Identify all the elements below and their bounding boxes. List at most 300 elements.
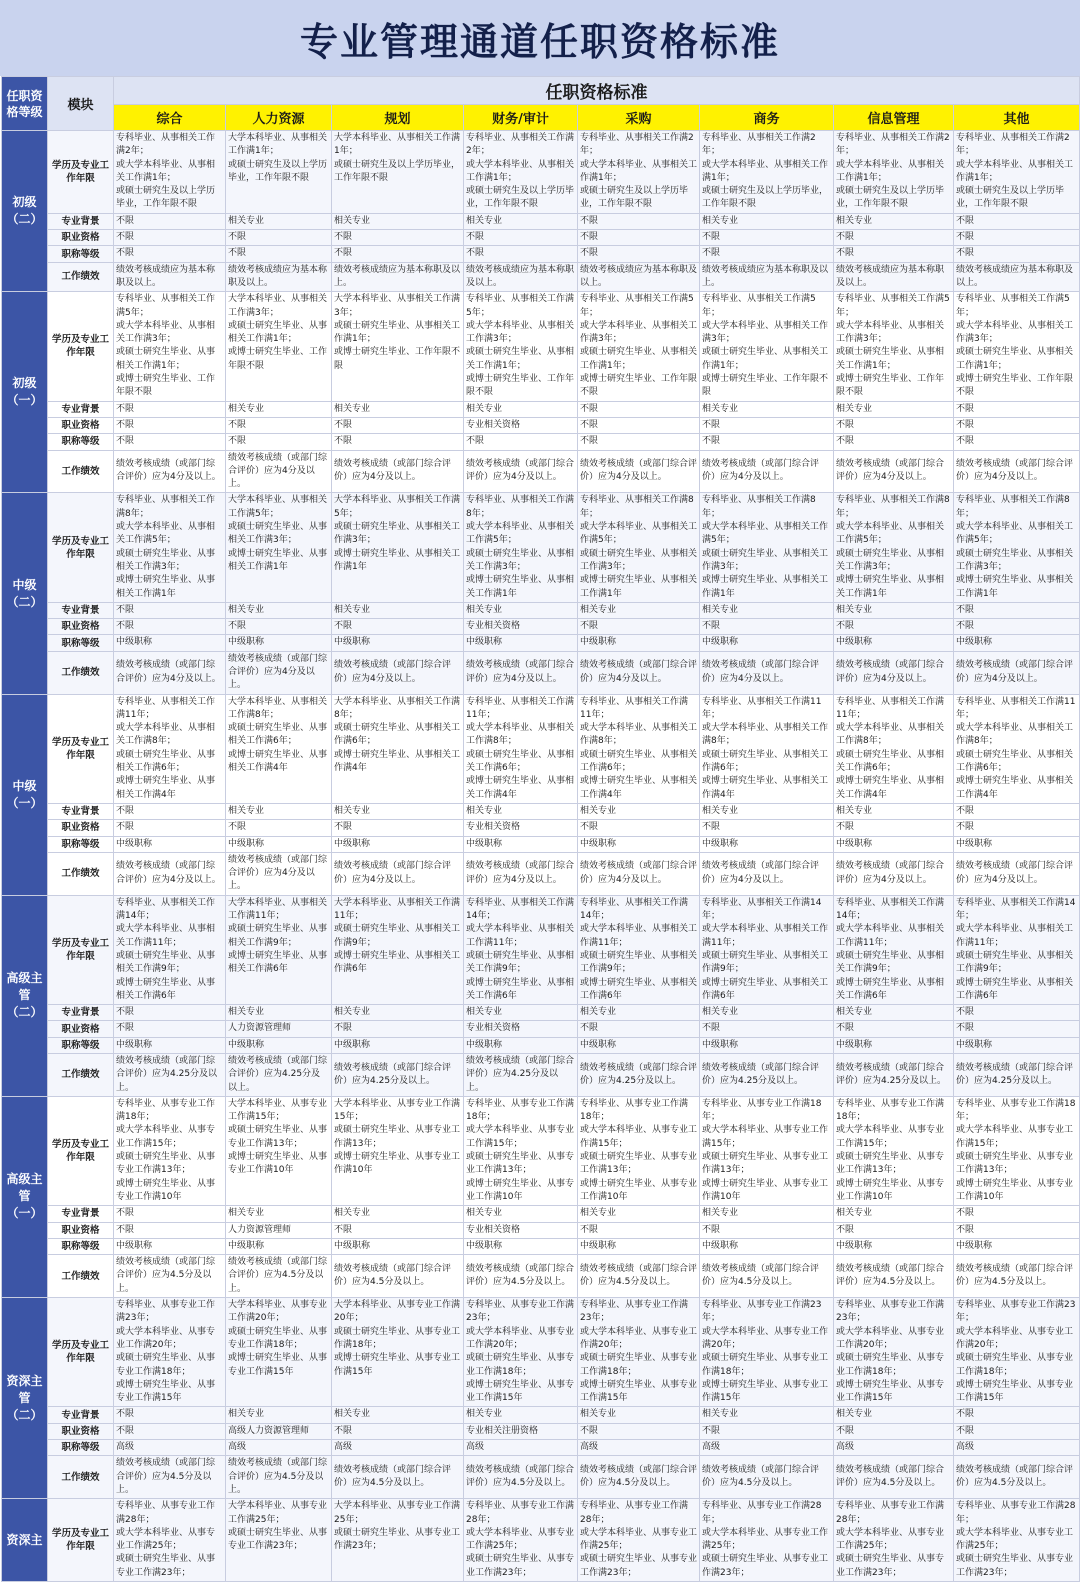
criteria-cell: 不限 [578, 417, 700, 433]
criteria-cell: 绩效考核成绩（或部门综合评价）应为4分及以上。 [464, 852, 578, 895]
criteria-cell: 相关专业 [332, 1005, 464, 1021]
criteria-cell: 相关专业 [578, 1005, 700, 1021]
criteria-cell: 不限 [954, 1005, 1080, 1021]
criteria-cell: 中级职称 [226, 836, 332, 852]
criteria-row [2, 1298, 1080, 1407]
criteria-cell: 中级职称 [834, 836, 954, 852]
criteria-cell: 绩效考核成绩（或部门综合评价）应为4分及以上。 [834, 852, 954, 895]
column-header: 财务/审计 [464, 105, 578, 131]
criteria-cell: 绩效考核成绩（或部门综合评价）应为4.5分及以上。 [332, 1255, 464, 1298]
criteria-cell: 专科毕业、从事相关工作满11年； 或大学本科毕业、从事相关工作满8年； 或硕士研究生毕业、从事相关工作满6年； 或博士研究生毕业、从事相关工作满4年 [700, 694, 834, 803]
criteria-cell: 不限 [332, 1021, 464, 1037]
criteria-cell: 不限 [700, 820, 834, 836]
criteria-cell: 绩效考核成绩（或部门综合评价）应为4.25分及以上。 [464, 1054, 578, 1097]
criteria-row [2, 450, 1080, 493]
module-label: 工作绩效 [48, 450, 114, 493]
criteria-cell: 高级 [226, 1440, 332, 1456]
grade-group [2, 895, 1080, 1096]
criteria-cell: 专业相关资格 [464, 1021, 578, 1037]
module-label: 专业背景 [48, 1005, 114, 1021]
criteria-cell: 相关专业 [226, 602, 332, 618]
criteria-row [2, 401, 1080, 417]
column-header: 采购 [578, 105, 700, 131]
criteria-cell: 专科毕业、从事专业工作满18年； 或大学本科毕业、从事专业工作满15年； 或硕士研究生毕业、从事专业工作满13年； 或博士研究生毕业、从事专业工作满10年 [464, 1096, 578, 1205]
grade-group [2, 694, 1080, 895]
criteria-cell: 专科毕业、从事相关工作满8年； 或大学本科毕业、从事相关工作满5年； 或硕士研究生毕业、从事相关工作满3年； 或博士研究生毕业、从事相关工作满1年 [464, 493, 578, 602]
criteria-cell: 不限 [332, 820, 464, 836]
criteria-cell: 专科毕业、从事专业工作满28年； 或大学本科毕业、从事专业工作满25年； 或硕士研究生毕业、从事专业工作满23年； [578, 1499, 700, 1582]
grade-level-cell: 初级 （二） [2, 131, 48, 292]
criteria-cell: 不限 [226, 820, 332, 836]
criteria-cell: 相关专业 [332, 213, 464, 229]
criteria-cell: 专科毕业、从事相关工作满2年； 或大学本科毕业、从事相关工作满1年； 或硕士研究生及以上学历毕业，工作年限不限 [114, 131, 226, 214]
criteria-cell: 不限 [578, 213, 700, 229]
criteria-cell: 中级职称 [226, 1037, 332, 1053]
criteria-cell: 不限 [464, 230, 578, 246]
criteria-cell: 不限 [332, 246, 464, 262]
criteria-cell: 不限 [834, 434, 954, 450]
module-label: 学历及专业工 作年限 [48, 1096, 114, 1205]
criteria-cell: 绩效考核成绩（或部门综合评价）应为4分及以上。 [954, 651, 1080, 694]
criteria-cell: 绩效考核成绩（或部门综合评价）应为4分及以上。 [332, 852, 464, 895]
criteria-cell: 不限 [114, 230, 226, 246]
criteria-cell: 相关专业 [834, 1005, 954, 1021]
criteria-row [2, 1423, 1080, 1439]
column-header: 商务 [700, 105, 834, 131]
grade-level-cell: 初级 （一） [2, 292, 48, 493]
grade-header: 任职资 格等级 [2, 77, 48, 131]
criteria-row [2, 820, 1080, 836]
criteria-cell: 绩效考核成绩（或部门综合评价）应为4.5分及以上。 [834, 1255, 954, 1298]
criteria-cell: 中级职称 [114, 635, 226, 651]
criteria-cell: 专业相关资格 [464, 619, 578, 635]
criteria-cell: 中级职称 [954, 1037, 1080, 1053]
criteria-cell: 绩效考核成绩（或部门综合评价）应为4分及以上。 [226, 450, 332, 493]
criteria-cell: 专科毕业、从事专业工作满23年； 或大学本科毕业、从事专业工作满20年； 或硕士研究生毕业、从事专业工作满18年； 或博士研究生毕业、从事专业工作满15年 [578, 1298, 700, 1407]
criteria-cell: 绩效考核成绩（或部门综合评价）应为4.25分及以上。 [226, 1054, 332, 1097]
criteria-row [2, 651, 1080, 694]
criteria-cell: 绩效考核成绩应为基本称职及以上。 [464, 262, 578, 292]
criteria-row [2, 213, 1080, 229]
criteria-row [2, 292, 1080, 401]
criteria-cell: 专科毕业、从事相关工作满11年； 或大学本科毕业、从事相关工作满8年； 或硕士研究生毕业、从事相关工作满6年； 或博士研究生毕业、从事相关工作满4年 [114, 694, 226, 803]
module-label: 学历及专业工 作年限 [48, 1499, 114, 1582]
criteria-cell: 中级职称 [954, 836, 1080, 852]
criteria-cell: 专科毕业、从事相关工作满2年； 或大学本科毕业、从事相关工作满1年； 或硕士研究生及以上学历毕业，工作年限不限 [700, 131, 834, 214]
criteria-cell: 高级 [834, 1440, 954, 1456]
column-header: 规划 [332, 105, 464, 131]
criteria-cell: 高级 [954, 1440, 1080, 1456]
criteria-row [2, 417, 1080, 433]
criteria-cell: 不限 [954, 602, 1080, 618]
criteria-cell: 不限 [834, 1021, 954, 1037]
standards-header: 任职资格标准 [114, 77, 1080, 105]
criteria-row [2, 1407, 1080, 1423]
criteria-cell: 不限 [226, 619, 332, 635]
module-label: 职业资格 [48, 1423, 114, 1439]
criteria-cell: 中级职称 [332, 1238, 464, 1254]
criteria-cell: 不限 [226, 230, 332, 246]
criteria-cell: 绩效考核成绩（或部门综合评价）应为4.5分及以上。 [226, 1255, 332, 1298]
criteria-cell: 大学本科毕业、从事相关工作满1年； 或硕士研究生及以上学历毕业，工作年限不限 [226, 131, 332, 214]
criteria-cell: 相关专业 [578, 1206, 700, 1222]
criteria-cell: 不限 [114, 401, 226, 417]
criteria-cell: 相关专业 [226, 401, 332, 417]
criteria-cell: 专科毕业、从事相关工作满14年； 或大学本科毕业、从事相关工作满11年； 或硕士研究生毕业、从事相关工作满9年； 或博士研究生毕业、从事相关工作满6年 [114, 895, 226, 1004]
criteria-cell: 绩效考核成绩（或部门综合评价）应为4分及以上。 [114, 852, 226, 895]
criteria-cell: 大学本科毕业、从事相关工作满8年； 或硕士研究生毕业、从事相关工作满6年； 或博士研究生毕业、从事相关工作满4年 [332, 694, 464, 803]
criteria-cell: 中级职称 [578, 1037, 700, 1053]
criteria-cell: 相关专业 [464, 401, 578, 417]
criteria-cell: 专科毕业、从事相关工作满2年； 或大学本科毕业、从事相关工作满1年； 或硕士研究生及以上学历毕业，工作年限不限 [954, 131, 1080, 214]
criteria-cell: 大学本科毕业、从事相关工作满3年； 或硕士研究生毕业、从事相关工作满1年； 或博士研究生毕业、工作年限不限 [226, 292, 332, 401]
column-header: 其他 [954, 105, 1080, 131]
module-label: 职称等级 [48, 434, 114, 450]
module-label: 专业背景 [48, 1206, 114, 1222]
grade-level-cell: 资深主 [2, 1499, 48, 1582]
module-label: 专业背景 [48, 803, 114, 819]
criteria-cell: 中级职称 [226, 1238, 332, 1254]
criteria-cell: 相关专业 [332, 803, 464, 819]
criteria-cell: 绩效考核成绩（或部门综合评价）应为4分及以上。 [954, 852, 1080, 895]
criteria-cell: 不限 [578, 820, 700, 836]
criteria-cell: 高级 [332, 1440, 464, 1456]
module-label: 职业资格 [48, 820, 114, 836]
criteria-cell: 不限 [226, 434, 332, 450]
criteria-row [2, 230, 1080, 246]
criteria-cell: 中级职称 [834, 1037, 954, 1053]
criteria-cell: 专科毕业、从事相关工作满5年； 或大学本科毕业、从事相关工作满3年； 或硕士研究生毕业、从事相关工作满1年； 或博士研究生毕业、工作年限不限 [578, 292, 700, 401]
criteria-cell: 绩效考核成绩（或部门综合评价）应为4.5分及以上。 [700, 1255, 834, 1298]
criteria-cell: 相关专业 [578, 602, 700, 618]
criteria-cell: 专业相关资格 [464, 1222, 578, 1238]
criteria-cell: 相关专业 [226, 213, 332, 229]
criteria-cell: 专科毕业、从事相关工作满8年； 或大学本科毕业、从事相关工作满5年； 或硕士研究生毕业、从事相关工作满3年； 或博士研究生毕业、从事相关工作满1年 [834, 493, 954, 602]
criteria-cell: 中级职称 [464, 1037, 578, 1053]
module-label: 工作绩效 [48, 852, 114, 895]
criteria-row [2, 246, 1080, 262]
criteria-row [2, 1037, 1080, 1053]
criteria-row [2, 694, 1080, 803]
criteria-cell: 不限 [834, 1423, 954, 1439]
criteria-cell: 中级职称 [954, 1238, 1080, 1254]
criteria-cell: 不限 [114, 619, 226, 635]
criteria-cell: 相关专业 [332, 1407, 464, 1423]
criteria-cell: 不限 [226, 417, 332, 433]
criteria-row [2, 1440, 1080, 1456]
criteria-cell: 大学本科毕业、从事相关工作满8年； 或硕士研究生毕业、从事相关工作满6年； 或博士研究生毕业、从事相关工作满4年 [226, 694, 332, 803]
criteria-cell: 专科毕业、从事相关工作满14年； 或大学本科毕业、从事相关工作满11年； 或硕士研究生毕业、从事相关工作满9年； 或博士研究生毕业、从事相关工作满6年 [578, 895, 700, 1004]
criteria-cell: 专科毕业、从事相关工作满5年； 或大学本科毕业、从事相关工作满3年； 或硕士研究生毕业、从事相关工作满1年； 或博士研究生毕业、工作年限不限 [114, 292, 226, 401]
criteria-cell: 不限 [954, 1206, 1080, 1222]
criteria-row [2, 1222, 1080, 1238]
criteria-cell: 绩效考核成绩（或部门综合评价）应为4分及以上。 [578, 450, 700, 493]
criteria-cell: 绩效考核成绩（或部门综合评价）应为4分及以上。 [700, 651, 834, 694]
criteria-cell: 绩效考核成绩（或部门综合评价）应为4.5分及以上。 [464, 1456, 578, 1499]
criteria-cell: 绩效考核成绩（或部门综合评价）应为4分及以上。 [464, 651, 578, 694]
module-label: 职称等级 [48, 1440, 114, 1456]
criteria-cell: 绩效考核成绩（或部门综合评价）应为4分及以上。 [578, 852, 700, 895]
criteria-cell: 高级 [578, 1440, 700, 1456]
qualification-table [1, 76, 1080, 1582]
criteria-cell: 专科毕业、从事相关工作满5年； 或大学本科毕业、从事相关工作满3年； 或硕士研究生毕业、从事相关工作满1年； 或博士研究生毕业、工作年限不限 [834, 292, 954, 401]
criteria-row [2, 1238, 1080, 1254]
criteria-cell: 专科毕业、从事专业工作满23年； 或大学本科毕业、从事专业工作满20年； 或硕士研究生毕业、从事专业工作满18年； 或博士研究生毕业、从事专业工作满15年 [464, 1298, 578, 1407]
criteria-cell: 绩效考核成绩（或部门综合评价）应为4.5分及以上。 [464, 1255, 578, 1298]
grade-level-cell: 高级主 管 （二） [2, 895, 48, 1096]
criteria-row [2, 1021, 1080, 1037]
criteria-row [2, 895, 1080, 1004]
module-label: 工作绩效 [48, 1255, 114, 1298]
criteria-cell: 相关专业 [226, 803, 332, 819]
criteria-cell: 不限 [834, 1222, 954, 1238]
criteria-row [2, 493, 1080, 602]
criteria-cell: 不限 [332, 434, 464, 450]
criteria-cell: 不限 [954, 401, 1080, 417]
criteria-cell: 绩效考核成绩（或部门综合评价）应为4.5分及以上。 [700, 1456, 834, 1499]
criteria-cell: 绩效考核成绩（或部门综合评价）应为4.5分及以上。 [226, 1456, 332, 1499]
criteria-cell: 专科毕业、从事相关工作满2年； 或大学本科毕业、从事相关工作满1年； 或硕士研究生及以上学历毕业，工作年限不限 [464, 131, 578, 214]
criteria-cell: 专科毕业、从事相关工作满8年； 或大学本科毕业、从事相关工作满5年； 或硕士研究生毕业、从事相关工作满3年； 或博士研究生毕业、从事相关工作满1年 [700, 493, 834, 602]
criteria-cell: 不限 [700, 417, 834, 433]
criteria-cell: 中级职称 [464, 635, 578, 651]
criteria-cell: 不限 [954, 1222, 1080, 1238]
criteria-cell: 不限 [114, 417, 226, 433]
criteria-cell: 绩效考核成绩应为基本称职及以上。 [114, 262, 226, 292]
criteria-cell: 绩效考核成绩（或部门综合评价）应为4分及以上。 [700, 852, 834, 895]
criteria-cell: 专科毕业、从事专业工作满28年； 或大学本科毕业、从事专业工作满25年； 或硕士研究生毕业、从事专业工作满23年； [114, 1499, 226, 1582]
module-label: 专业背景 [48, 213, 114, 229]
criteria-cell: 绩效考核成绩（或部门综合评价）应为4.25分及以上。 [114, 1054, 226, 1097]
module-label: 职称等级 [48, 635, 114, 651]
criteria-cell: 专科毕业、从事专业工作满28年； 或大学本科毕业、从事专业工作满25年； 或硕士研究生毕业、从事专业工作满23年； [700, 1499, 834, 1582]
criteria-cell: 不限 [332, 417, 464, 433]
criteria-cell: 绩效考核成绩（或部门综合评价）应为4分及以上。 [226, 651, 332, 694]
criteria-cell: 不限 [954, 434, 1080, 450]
criteria-cell: 相关专业 [464, 1206, 578, 1222]
criteria-cell: 相关专业 [700, 213, 834, 229]
criteria-cell: 不限 [700, 1423, 834, 1439]
criteria-cell: 中级职称 [834, 1238, 954, 1254]
module-label: 职业资格 [48, 619, 114, 635]
criteria-cell: 专科毕业、从事相关工作满8年； 或大学本科毕业、从事相关工作满5年； 或硕士研究生毕业、从事相关工作满3年； 或博士研究生毕业、从事相关工作满1年 [954, 493, 1080, 602]
criteria-cell: 相关专业 [578, 803, 700, 819]
module-label: 职称等级 [48, 246, 114, 262]
criteria-cell: 专科毕业、从事相关工作满14年； 或大学本科毕业、从事相关工作满11年； 或硕士研究生毕业、从事相关工作满9年； 或博士研究生毕业、从事相关工作满6年 [834, 895, 954, 1004]
grade-group [2, 292, 1080, 493]
criteria-cell: 专科毕业、从事专业工作满18年； 或大学本科毕业、从事专业工作满15年； 或硕士研究生毕业、从事专业工作满13年； 或博士研究生毕业、从事专业工作满10年 [834, 1096, 954, 1205]
criteria-cell: 不限 [114, 803, 226, 819]
criteria-cell: 绩效考核成绩（或部门综合评价）应为4分及以上。 [464, 450, 578, 493]
criteria-cell: 不限 [954, 820, 1080, 836]
criteria-cell: 不限 [578, 1423, 700, 1439]
criteria-cell: 绩效考核成绩（或部门综合评价）应为4.25分及以上。 [954, 1054, 1080, 1097]
criteria-cell: 专科毕业、从事专业工作满18年； 或大学本科毕业、从事专业工作满15年； 或硕士研究生毕业、从事专业工作满13年； 或博士研究生毕业、从事专业工作满10年 [114, 1096, 226, 1205]
criteria-cell: 不限 [578, 434, 700, 450]
criteria-cell: 绩效考核成绩应为基本称职及以上。 [954, 262, 1080, 292]
criteria-cell: 中级职称 [578, 836, 700, 852]
criteria-cell: 大学本科毕业、从事相关工作满11年； 或硕士研究生毕业、从事相关工作满9年； 或博士研究生毕业、从事相关工作满6年 [332, 895, 464, 1004]
criteria-cell: 大学本科毕业、从事相关工作满3年； 或硕士研究生毕业、从事相关工作满1年； 或博士研究生毕业、工作年限不限 [332, 292, 464, 401]
criteria-cell: 相关专业 [834, 803, 954, 819]
criteria-cell: 中级职称 [332, 836, 464, 852]
criteria-cell: 中级职称 [954, 635, 1080, 651]
criteria-cell: 专科毕业、从事相关工作满14年； 或大学本科毕业、从事相关工作满11年； 或硕士研究生毕业、从事相关工作满9年； 或博士研究生毕业、从事相关工作满6年 [464, 895, 578, 1004]
criteria-cell: 不限 [578, 401, 700, 417]
criteria-cell: 不限 [114, 1021, 226, 1037]
criteria-cell: 相关专业 [332, 1206, 464, 1222]
criteria-cell: 不限 [954, 246, 1080, 262]
criteria-row [2, 1206, 1080, 1222]
criteria-cell: 绩效考核成绩（或部门综合评价）应为4.5分及以上。 [954, 1255, 1080, 1298]
criteria-cell: 绩效考核成绩（或部门综合评价）应为4.25分及以上。 [332, 1054, 464, 1097]
criteria-cell: 大学本科毕业、从事专业工作满15年； 或硕士研究生毕业、从事专业工作满13年； 或博士研究生毕业、从事专业工作满10年 [226, 1096, 332, 1205]
criteria-cell: 不限 [114, 246, 226, 262]
criteria-cell: 相关专业 [464, 213, 578, 229]
criteria-cell: 中级职称 [114, 1238, 226, 1254]
criteria-cell: 不限 [954, 1407, 1080, 1423]
criteria-cell: 不限 [834, 417, 954, 433]
criteria-cell: 不限 [114, 820, 226, 836]
criteria-cell: 中级职称 [332, 1037, 464, 1053]
criteria-cell: 专科毕业、从事相关工作满11年； 或大学本科毕业、从事相关工作满8年； 或硕士研究生毕业、从事相关工作满6年； 或博士研究生毕业、从事相关工作满4年 [954, 694, 1080, 803]
module-label: 学历及专业工 作年限 [48, 694, 114, 803]
column-header: 综合 [114, 105, 226, 131]
criteria-cell: 专科毕业、从事相关工作满8年； 或大学本科毕业、从事相关工作满5年； 或硕士研究生毕业、从事相关工作满3年； 或博士研究生毕业、从事相关工作满1年 [114, 493, 226, 602]
page-title: 专业管理通道任职资格标准 [0, 0, 1080, 76]
criteria-cell: 相关专业 [834, 1206, 954, 1222]
criteria-cell: 专科毕业、从事专业工作满18年； 或大学本科毕业、从事专业工作满15年； 或硕士研究生毕业、从事专业工作满13年； 或博士研究生毕业、从事专业工作满10年 [700, 1096, 834, 1205]
criteria-cell: 绩效考核成绩应为基本称职及以上。 [834, 262, 954, 292]
criteria-cell: 相关专业 [226, 1407, 332, 1423]
module-label: 工作绩效 [48, 1054, 114, 1097]
module-label: 工作绩效 [48, 1456, 114, 1499]
criteria-cell: 不限 [114, 1005, 226, 1021]
criteria-cell: 绩效考核成绩（或部门综合评价）应为4分及以上。 [114, 450, 226, 493]
criteria-cell: 相关专业 [464, 602, 578, 618]
criteria-cell: 专科毕业、从事相关工作满2年； 或大学本科毕业、从事相关工作满1年； 或硕士研究生及以上学历毕业，工作年限不限 [834, 131, 954, 214]
module-label: 职业资格 [48, 1222, 114, 1238]
criteria-cell: 绩效考核成绩（或部门综合评价）应为4.25分及以上。 [834, 1054, 954, 1097]
criteria-cell: 相关专业 [834, 213, 954, 229]
criteria-cell: 绩效考核成绩（或部门综合评价）应为4.5分及以上。 [954, 1456, 1080, 1499]
criteria-row [2, 1499, 1080, 1582]
grade-group [2, 1298, 1080, 1499]
criteria-row [2, 1054, 1080, 1097]
criteria-cell: 不限 [226, 246, 332, 262]
criteria-cell: 中级职称 [578, 1238, 700, 1254]
criteria-cell: 不限 [332, 230, 464, 246]
criteria-cell: 专科毕业、从事相关工作满11年； 或大学本科毕业、从事相关工作满8年； 或硕士研究生毕业、从事相关工作满6年； 或博士研究生毕业、从事相关工作满4年 [834, 694, 954, 803]
criteria-cell: 相关专业 [464, 1407, 578, 1423]
criteria-cell: 不限 [954, 417, 1080, 433]
criteria-cell: 不限 [114, 602, 226, 618]
criteria-cell: 绩效考核成绩（或部门综合评价）应为4.25分及以上。 [700, 1054, 834, 1097]
criteria-row [2, 1096, 1080, 1205]
criteria-cell: 不限 [332, 619, 464, 635]
criteria-cell: 不限 [578, 619, 700, 635]
criteria-cell: 专科毕业、从事专业工作满28年； 或大学本科毕业、从事专业工作满25年； 或硕士研究生毕业、从事专业工作满23年； [834, 1499, 954, 1582]
criteria-cell: 绩效考核成绩（或部门综合评价）应为4分及以上。 [114, 651, 226, 694]
criteria-cell: 大学本科毕业、从事相关工作满11年； 或硕士研究生毕业、从事相关工作满9年； 或博士研究生毕业、从事相关工作满6年 [226, 895, 332, 1004]
criteria-cell: 相关专业 [332, 401, 464, 417]
criteria-cell: 高级人力资源管理师 [226, 1423, 332, 1439]
column-header: 信息管理 [834, 105, 954, 131]
criteria-cell: 专业相关资格 [464, 820, 578, 836]
criteria-cell: 专科毕业、从事专业工作满23年； 或大学本科毕业、从事专业工作满20年； 或硕士研究生毕业、从事专业工作满18年； 或博士研究生毕业、从事专业工作满15年 [834, 1298, 954, 1407]
criteria-cell: 相关专业 [700, 803, 834, 819]
criteria-cell: 专业相关注册资格 [464, 1423, 578, 1439]
criteria-cell: 不限 [954, 803, 1080, 819]
grade-level-cell: 高级主 管 （一） [2, 1096, 48, 1297]
criteria-cell: 中级职称 [700, 1238, 834, 1254]
criteria-cell: 不限 [700, 246, 834, 262]
module-label: 学历及专业工 作年限 [48, 895, 114, 1004]
grade-level-cell: 资深主 管 （二） [2, 1298, 48, 1499]
grade-group [2, 493, 1080, 694]
criteria-cell: 相关专业 [834, 1407, 954, 1423]
criteria-cell: 专科毕业、从事相关工作满11年； 或大学本科毕业、从事相关工作满8年； 或硕士研究生毕业、从事相关工作满6年； 或博士研究生毕业、从事相关工作满4年 [464, 694, 578, 803]
criteria-cell: 专科毕业、从事专业工作满23年； 或大学本科毕业、从事专业工作满20年； 或硕士研究生毕业、从事专业工作满18年； 或博士研究生毕业、从事专业工作满15年 [700, 1298, 834, 1407]
criteria-cell: 大学本科毕业、从事专业工作满15年； 或硕士研究生毕业、从事专业工作满13年； 或博士研究生毕业、从事专业工作满10年 [332, 1096, 464, 1205]
criteria-cell: 大学本科毕业、从事相关工作满5年； 或硕士研究生毕业、从事相关工作满3年； 或博士研究生毕业、从事相关工作满1年 [332, 493, 464, 602]
criteria-cell: 绩效考核成绩（或部门综合评价）应为4分及以上。 [834, 450, 954, 493]
criteria-cell: 中级职称 [578, 635, 700, 651]
criteria-cell: 不限 [578, 1021, 700, 1037]
criteria-cell: 绩效考核成绩应为基本称职及以上。 [332, 262, 464, 292]
criteria-cell: 相关专业 [700, 1005, 834, 1021]
criteria-cell: 不限 [954, 213, 1080, 229]
criteria-cell: 相关专业 [464, 1005, 578, 1021]
module-label: 学历及专业工 作年限 [48, 131, 114, 214]
criteria-cell: 绩效考核成绩（或部门综合评价）应为4分及以上。 [332, 651, 464, 694]
module-label: 职称等级 [48, 836, 114, 852]
criteria-cell: 大学本科毕业、从事专业工作满25年； 或硕士研究生毕业、从事专业工作满23年； [226, 1499, 332, 1582]
module-label: 职称等级 [48, 1037, 114, 1053]
criteria-cell: 不限 [700, 230, 834, 246]
criteria-cell: 大学本科毕业、从事专业工作满20年； 或硕士研究生毕业、从事专业工作满18年； 或博士研究生毕业、从事专业工作满15年 [332, 1298, 464, 1407]
criteria-cell: 高级 [700, 1440, 834, 1456]
criteria-cell: 相关专业 [332, 602, 464, 618]
criteria-row [2, 852, 1080, 895]
criteria-cell: 专科毕业、从事相关工作满5年； 或大学本科毕业、从事相关工作满3年； 或硕士研究生毕业、从事相关工作满1年； 或博士研究生毕业、工作年限不限 [954, 292, 1080, 401]
criteria-cell: 绩效考核成绩（或部门综合评价）应为4分及以上。 [226, 852, 332, 895]
criteria-cell: 人力资源管理师 [226, 1021, 332, 1037]
criteria-cell: 绩效考核成绩（或部门综合评价）应为4.25分及以上。 [578, 1054, 700, 1097]
grade-level-cell: 中级 （二） [2, 493, 48, 694]
module-label: 工作绩效 [48, 262, 114, 292]
criteria-cell: 不限 [834, 619, 954, 635]
module-label: 专业背景 [48, 1407, 114, 1423]
module-label: 专业背景 [48, 602, 114, 618]
criteria-cell: 不限 [332, 1222, 464, 1238]
criteria-cell: 绩效考核成绩（或部门综合评价）应为4.5分及以上。 [578, 1255, 700, 1298]
criteria-cell: 专科毕业、从事专业工作满28年； 或大学本科毕业、从事专业工作满25年； 或硕士研究生毕业、从事专业工作满23年； [464, 1499, 578, 1582]
criteria-cell: 不限 [464, 434, 578, 450]
criteria-cell: 中级职称 [114, 836, 226, 852]
criteria-cell: 不限 [114, 434, 226, 450]
criteria-cell: 绩效考核成绩（或部门综合评价）应为4.5分及以上。 [578, 1456, 700, 1499]
criteria-cell: 大学本科毕业、从事专业工作满20年； 或硕士研究生毕业、从事专业工作满18年； 或博士研究生毕业、从事专业工作满15年 [226, 1298, 332, 1407]
criteria-cell: 绩效考核成绩（或部门综合评价）应为4分及以上。 [578, 651, 700, 694]
criteria-cell: 不限 [954, 1021, 1080, 1037]
criteria-cell: 不限 [114, 1222, 226, 1238]
criteria-cell: 不限 [700, 1021, 834, 1037]
criteria-cell: 中级职称 [700, 836, 834, 852]
criteria-cell: 中级职称 [332, 635, 464, 651]
criteria-cell: 不限 [578, 1222, 700, 1238]
criteria-cell: 专科毕业、从事专业工作满23年； 或大学本科毕业、从事专业工作满20年； 或硕士研究生毕业、从事专业工作满18年； 或博士研究生毕业、从事专业工作满15年 [954, 1298, 1080, 1407]
